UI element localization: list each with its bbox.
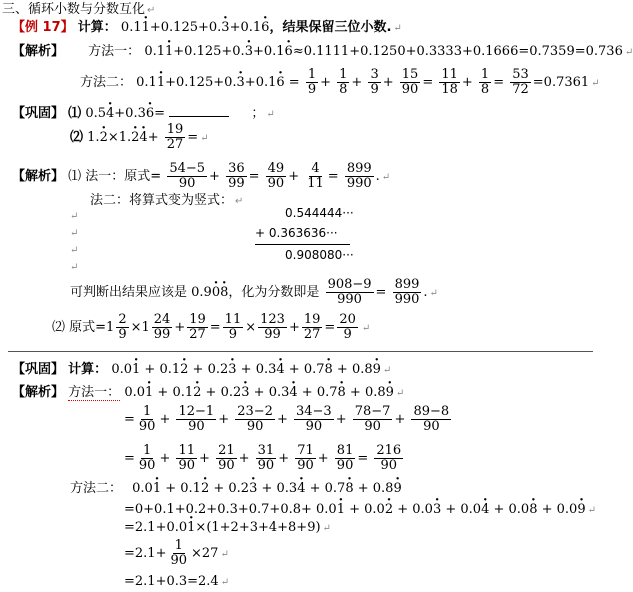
vertical-rule bbox=[255, 244, 350, 245]
solution-3-line1: =0+0.1+0.2+0.3+0.7+0.8+ 0.0· 1 + 0.0· 2 + 0.0· 3 + 0.0· 4 + 0.0· 8 + 0.0· 9 ↵ bbox=[124, 502, 596, 519]
solution-2-conclusion: 可判断出结果应该是 0.9· 0· 8，化为分数即是 $\frac{908-9}{990}$ = $\frac{899}{990}$ . ↵ bbox=[70, 276, 438, 311]
page-separator bbox=[8, 351, 593, 352]
solution-2-part2: ⑵ 原式=1 $\frac{2}{9}$ ×1 $\frac{24}{99}$ + $\frac{19}{27}$ = $\frac{11}{9}$ × $\frac{123}{99}$ + $\frac{19}{27}$ = $\frac{20}{9}$ ↵ bbox=[52, 312, 371, 342]
consolidation-2: 【巩固】 计算： 0.0· 1 + 0.1· 2 + 0.2· 3 + 0.3· 4 + 0.7· 8 + 0.8· 9 ↵ bbox=[12, 362, 391, 379]
solution-3-line2: =2.1+0.0· 1×(1+2+3+4+8+9) ↵ bbox=[124, 520, 331, 537]
solution-3-row1: = $\frac{1}{90}$ + $\frac{12-1}{90}$ + $\frac{23-2}{90}$ + $\frac{34-3}{90}$ + $\frac{78-7}{90}$ + $\frac{89-8}{90}$ bbox=[124, 404, 450, 434]
consolidation-1-part1: 【巩固】 ⑴ 0.5· 4+0.3· 6= ； ↵ bbox=[12, 104, 275, 123]
solution-3-method1: 【解析】 方法一： 0.0· 1 + 0.1· 2 + 0.2· 3 + 0.3· 4 + 0.7· 8 + 0.8· 9 ↵ bbox=[12, 385, 404, 402]
return-marks: ↵ ↵ ↵ ↵ bbox=[70, 211, 79, 273]
solution-2-method2: 法二：将算式变为竖式： ↵ bbox=[90, 193, 244, 208]
solution-3-row2: = $\frac{1}{90}$ + $\frac{11}{90}$ + $\frac{21}{90}$ + $\frac{31}{90}$ + $\frac{71}{90}$ + $\frac{81}{90}$ = $\frac{216}{90}$ bbox=[124, 443, 402, 473]
consolidation-1-part2: ⑵ 1.· 2×1.· 2· 4+ $\frac{19}{27}$ = ↵ bbox=[70, 121, 209, 156]
example-tag: 【例 17】 bbox=[12, 20, 74, 35]
solution-3-line4: =2.1+0.3=2.4 ↵ bbox=[124, 574, 230, 589]
answer-blank[interactable] bbox=[169, 104, 229, 117]
solution-2-part1: 【解析】 ⑴ 法一：原式= $\frac{54-5}{90}$ + $\frac{36}{99}$ = $\frac{49}{90}$ + $\frac{4}{11}$ = $\frac{899}{990}$ . ↵ bbox=[12, 161, 391, 191]
example-17: 【例 17】 计算： 0.1· 1+0.125+0.· 3+0.1· 6，结果保留三位小数. ↵ bbox=[12, 20, 402, 37]
vertical-row-2: + 0.363636··· bbox=[255, 226, 338, 240]
solution-1-method1: 【解析】 方法一： 0.1· 1+0.125+0.· 3+0.1· 6≈0.1111+0.1250+0.3333+0.1666=0.7359=0.736 ↵ bbox=[12, 44, 633, 61]
section-title: 三、循环小数与分数互化 ↵ bbox=[2, 2, 156, 17]
solution-3-method2: 方法二： 0.0· 1 + 0.1· 2 + 0.2· 3 + 0.3· 4 + 0.7· 8 + 0.8· 9 bbox=[70, 481, 402, 497]
vertical-row-1: 0.544444··· bbox=[285, 206, 354, 220]
solution-1-method2: 方法二： 0.1· 1+0.125+0.· 3+0.1· 6 = $\frac{1}{9}$ + $\frac{1}{8}$ + $\frac{3}{9}$ + $\frac{15}{90}$ = $\frac{11}{18}$ + $\frac{1}{8}$ = $\frac{53}{72}$ =0.7361 ↵ bbox=[80, 66, 600, 101]
solution-3-line3: =2.1+ $\frac{1}{90}$ ×27 ↵ bbox=[124, 538, 229, 568]
vertical-row-3: 0.908080··· bbox=[285, 248, 354, 262]
